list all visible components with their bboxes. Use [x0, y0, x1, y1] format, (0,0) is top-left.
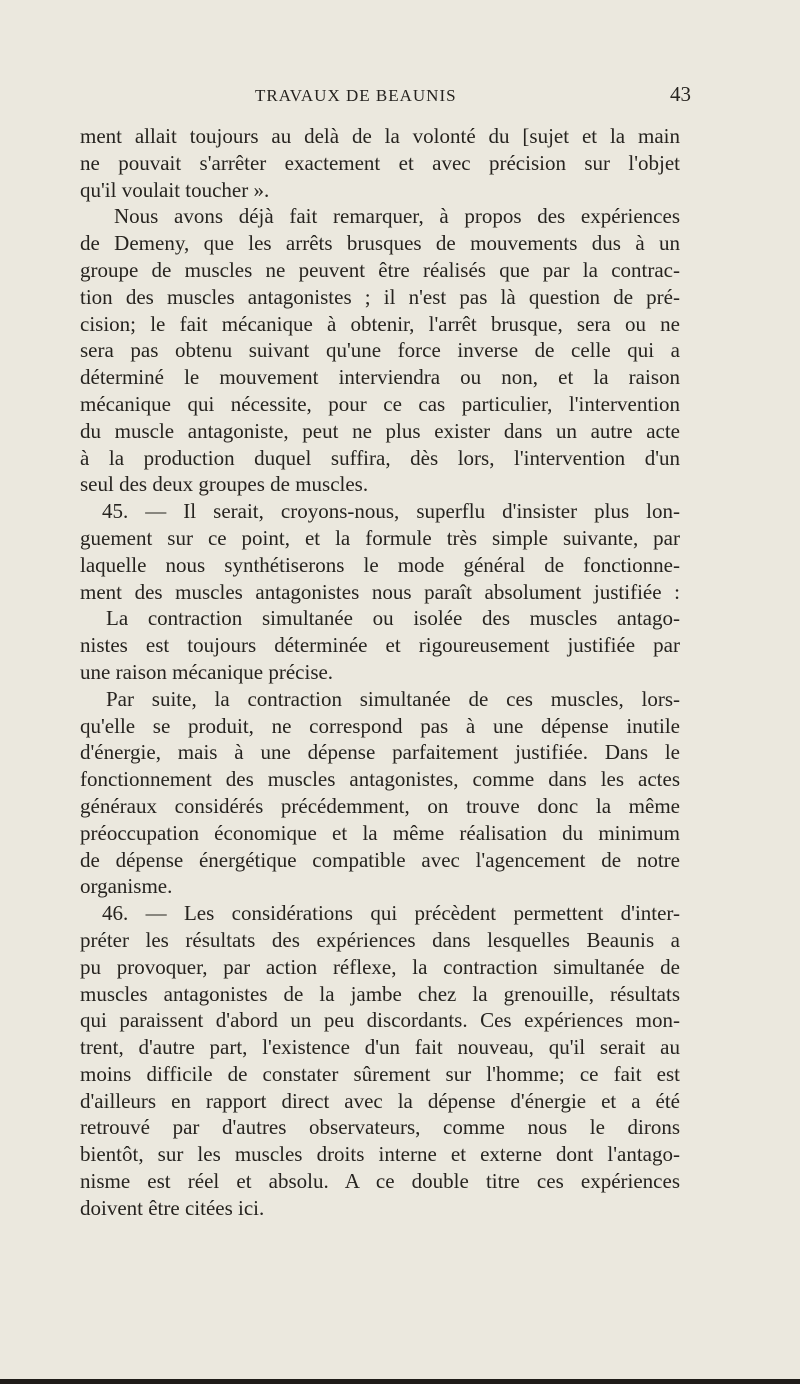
text-line: ment des muscles antagonistes nous paraît absolument justifiée : [80, 579, 680, 604]
text-line: doivent être citées ici. [80, 1195, 265, 1220]
text-line: une raison mécanique précise. [80, 659, 334, 684]
text-line: bientôt, sur les muscles droits interne et externe dont l'antago- [80, 1142, 680, 1167]
text-line: guement sur ce point, et la formule très simple suivante, par [80, 525, 680, 550]
text-line: de Demeny, que les arrêts brusques de mouvements dus à un [80, 231, 680, 256]
text-line: ne pouvait s'arrêter exactement et avec précision sur l'objet [80, 150, 680, 175]
page-bottom-edge [0, 1379, 800, 1384]
text-line: mécanique qui nécessite, pour ce cas particulier, l'intervention [80, 391, 680, 416]
text-line: nisme est réel et absolu. A ce double titre ces expériences [80, 1169, 680, 1194]
body-text [80, 123, 680, 1222]
text-line: La contraction simultanée ou isolée des muscles antago- [106, 606, 680, 631]
text-line: sera pas obtenu suivant qu'une force inverse de celle qui a [80, 338, 680, 363]
text-line: nistes est toujours déterminée et rigoureusement justifiée par [80, 633, 680, 658]
page-header [80, 82, 691, 116]
text-line: laquelle nous synthétiserons le mode général de fonctionne- [80, 552, 680, 577]
text-line: retrouvé par d'autres observateurs, comme nous le dirons [80, 1115, 680, 1140]
text-line: du muscle antagoniste, peut ne plus exister dans un autre acte [80, 418, 680, 443]
running-head: TRAVAUX DE BEAUNIS [255, 86, 457, 105]
page-number: 43 [670, 82, 691, 106]
text-line: généraux considérés précédemment, on trouve donc la même [80, 793, 680, 818]
text-line: 45. — Il serait, croyons-nous, superflu d'insister plus lon- [102, 499, 680, 524]
text-line: cision; le fait mécanique à obtenir, l'arrêt brusque, sera ou ne [80, 311, 680, 336]
text-line: à la production duquel suffira, dès lors, l'intervention d'un [80, 445, 680, 470]
text-line: préter les résultats des expériences dans lesquelles Beaunis a [80, 927, 680, 952]
text-line: Nous avons déjà fait remarquer, à propos des expériences [114, 204, 680, 229]
text-line: ment allait toujours au delà de la volonté du [sujet et la main [80, 124, 680, 148]
text-line: fonctionnement des muscles antagonistes, comme dans les actes [80, 767, 680, 792]
text-line: Par suite, la contraction simultanée de ces muscles, lors- [106, 686, 680, 711]
text-line: moins difficile de constater sûrement sur l'homme; ce fait est [80, 1061, 680, 1086]
text-line: déterminé le mouvement interviendra ou non, et la raison [80, 365, 680, 390]
text-line: seul des deux groupes de muscles. [80, 472, 369, 497]
text-line: qu'elle se produit, ne correspond pas à une dépense inutile [80, 713, 680, 738]
text-line: de dépense énergétique compatible avec l'agencement de notre [80, 847, 680, 872]
text-line: muscles antagonistes de la jambe chez la grenouille, résultats [80, 981, 680, 1006]
text-line: groupe de muscles ne peuvent être réalisés que par la contrac- [80, 257, 680, 282]
text-line: préoccupation économique et la même réalisation du minimum [80, 820, 680, 845]
text-line: pu provoquer, par action réflexe, la contraction simultanée de [80, 954, 680, 979]
text-line: trent, d'autre part, l'existence d'un fait nouveau, qu'il serait au [80, 1035, 680, 1060]
text-line: qui paraissent d'abord un peu discordants. Ces expériences mon- [80, 1008, 680, 1033]
text-line: tion des muscles antagonistes ; il n'est pas là question de pré- [80, 284, 680, 309]
text-line: organisme. [80, 874, 173, 899]
text-line: qu'il voulait toucher ». [80, 177, 270, 202]
text-line: 46. — Les considérations qui précèdent permettent d'inter- [102, 901, 680, 926]
text-line: d'énergie, mais à une dépense parfaitement justifiée. Dans le [80, 740, 680, 765]
text-line: d'ailleurs en rapport direct avec la dépense d'énergie et a été [80, 1088, 680, 1113]
